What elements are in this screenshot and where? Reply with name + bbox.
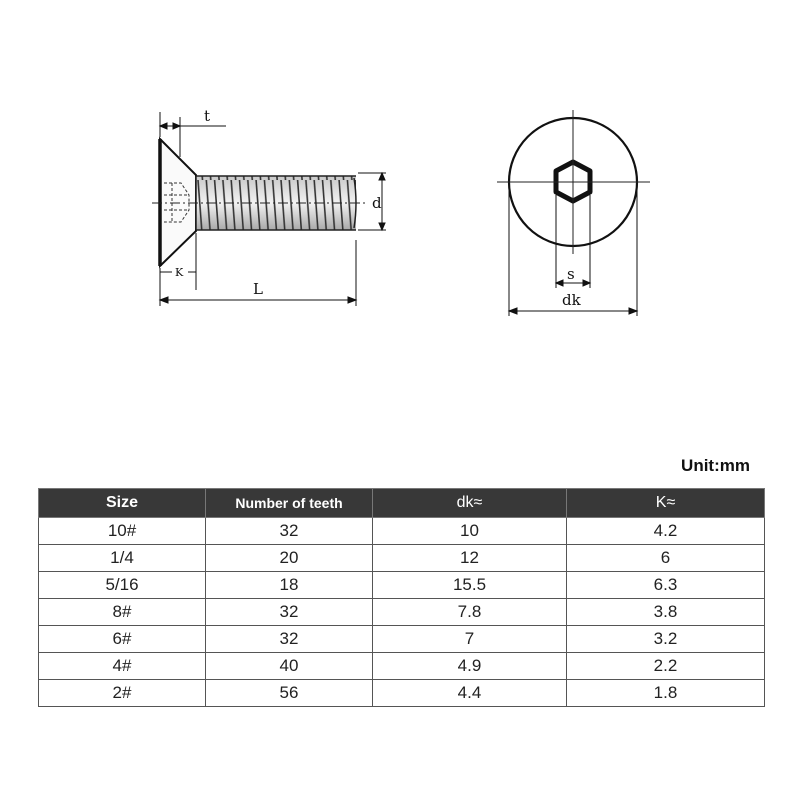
table-row: [39, 626, 765, 653]
table-row: [39, 653, 765, 680]
cell-dk: 7.8: [373, 599, 567, 626]
cell-teeth: 56: [206, 680, 373, 707]
cell-teeth: 20: [206, 545, 373, 572]
cell-teeth: 32: [206, 518, 373, 545]
table-header-row: [39, 489, 765, 518]
table-row: [39, 518, 765, 545]
table-row: [39, 572, 765, 599]
cell-k: 6.3: [567, 572, 765, 599]
table-row: [39, 545, 765, 572]
cell-dk: 4.9: [373, 653, 567, 680]
header-number-of-teeth: Number of teeth: [206, 489, 373, 518]
cell-k: 3.8: [567, 599, 765, 626]
cell-teeth: 32: [206, 626, 373, 653]
label-dk: dk: [562, 291, 581, 309]
cell-k: 2.2: [567, 653, 765, 680]
label-k: K: [175, 266, 184, 279]
cell-size: 10#: [39, 518, 206, 545]
screw-drawing: [0, 0, 800, 360]
spec-table: [38, 488, 765, 707]
cell-dk: 10: [373, 518, 567, 545]
cell-size: 2#: [39, 680, 206, 707]
header-dk: dk≈: [373, 489, 567, 518]
cell-dk: 7: [373, 626, 567, 653]
cell-k: 3.2: [567, 626, 765, 653]
cell-k: 4.2: [567, 518, 765, 545]
cell-size: 4#: [39, 653, 206, 680]
label-t: t: [204, 107, 211, 125]
cell-teeth: 40: [206, 653, 373, 680]
cell-size: 6#: [39, 626, 206, 653]
header-size: Size: [39, 489, 206, 518]
cell-teeth: 32: [206, 599, 373, 626]
top-view: [497, 110, 650, 316]
table-row: [39, 599, 765, 626]
cell-k: 1.8: [567, 680, 765, 707]
cell-size: 5/16: [39, 572, 206, 599]
side-view: [152, 107, 386, 306]
table-row: [39, 680, 765, 707]
cell-teeth: 18: [206, 572, 373, 599]
cell-k: 6: [567, 545, 765, 572]
cell-size: 8#: [39, 599, 206, 626]
cell-dk: 4.4: [373, 680, 567, 707]
cell-dk: 12: [373, 545, 567, 572]
cell-size: 1/4: [39, 545, 206, 572]
header-k: K≈: [567, 489, 765, 518]
cell-dk: 15.5: [373, 572, 567, 599]
label-d: d: [372, 194, 382, 212]
label-l: L: [253, 280, 263, 298]
label-s: s: [567, 265, 575, 283]
unit-label: Unit:mm: [681, 456, 750, 475]
